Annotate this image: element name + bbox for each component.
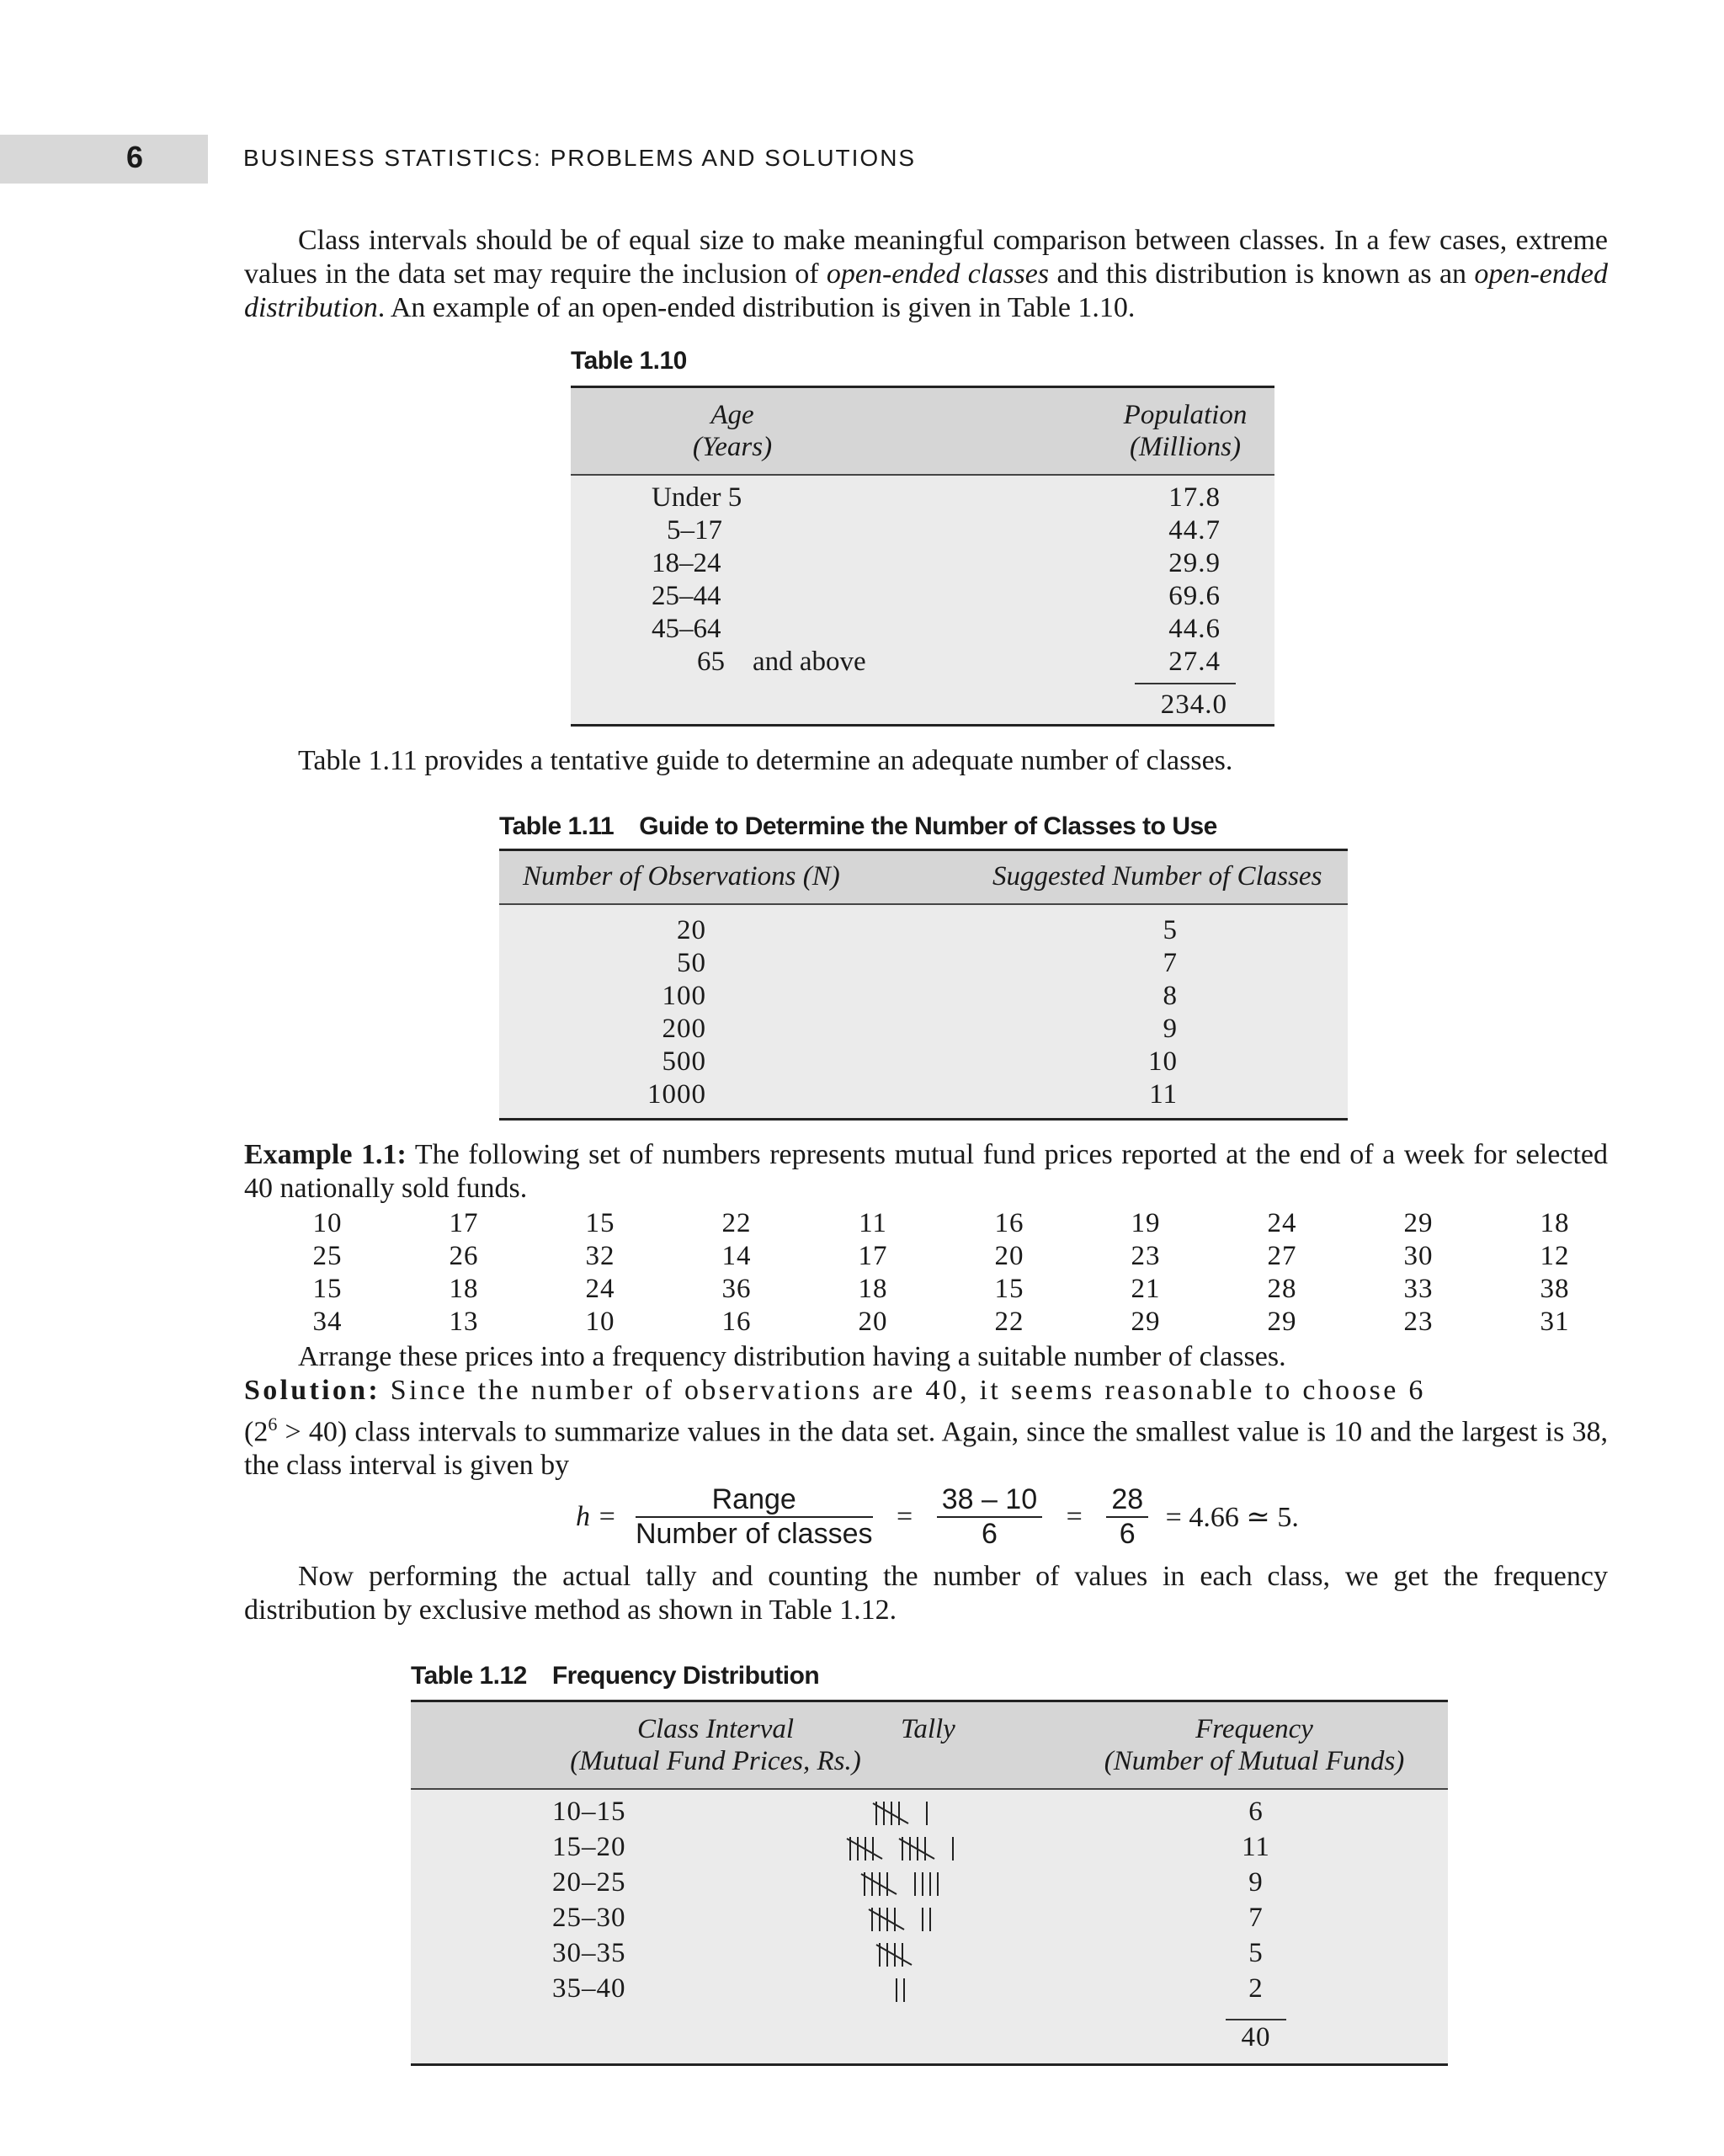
formula-den3: 6 [1119, 1518, 1136, 1550]
t11-col-n: Number of Observations (N) [523, 861, 840, 892]
tally-sentence [244, 1560, 1608, 1627]
dataset-cell: 23 [1403, 1307, 1434, 1337]
dataset-cell: 29 [1131, 1307, 1161, 1337]
dataset-cell: 15 [585, 1208, 615, 1238]
dataset-cell: 11 [859, 1208, 887, 1238]
t10-row-age: 25–44 [652, 581, 721, 611]
tally-marks [891, 1975, 910, 2005]
dataset-cell: 16 [994, 1208, 1024, 1238]
dataset-cell: 24 [1267, 1208, 1297, 1238]
dataset-cell: 29 [1267, 1307, 1297, 1337]
t10-row-age: 65 [697, 647, 725, 677]
intro-em-open-ended-classes: open-ended classes [826, 258, 1050, 290]
t12-row-freq: 2 [1248, 1973, 1264, 2004]
task-sentence [244, 1340, 1608, 1374]
dataset-cell: 18 [858, 1274, 888, 1304]
example-text: The following set of numbers represents mutual fund prices reported at the end of a week for selected 40 nationally sold funds. [244, 1139, 1608, 1204]
tally-marks [858, 1869, 944, 1899]
t12-col-freq-l1: Frequency [1195, 1714, 1313, 1744]
t11-row-n: 20 [677, 915, 706, 945]
guide-sentence [244, 744, 1608, 778]
dataset-cell: 25 [312, 1241, 343, 1271]
dataset-cell: 13 [449, 1307, 479, 1337]
t12-col-tally: Tally [901, 1714, 955, 1744]
table-1-12-caption [411, 1662, 844, 1690]
t10-row-pop: 69.6 [1168, 581, 1221, 611]
t11-row-n: 100 [662, 981, 706, 1011]
page-number: 6 [126, 140, 144, 174]
solution-sup: 6 [268, 1413, 278, 1435]
formula-frac-1 [636, 1483, 873, 1551]
tally-marks [865, 1904, 936, 1935]
t12-row-freq: 6 [1248, 1797, 1264, 1827]
dataset-row [259, 1273, 1623, 1306]
t12-row-interval: 20–25 [552, 1867, 626, 1898]
t12-total-rule [1226, 2019, 1286, 2020]
t12-row-interval: 10–15 [552, 1797, 626, 1827]
dataset-cell: 18 [1540, 1208, 1570, 1238]
t10-row-pop: 17.8 [1168, 482, 1221, 513]
formula-num1: Range [636, 1483, 873, 1518]
t12-total: 40 [1241, 2022, 1271, 2052]
solution-paragraph [244, 1374, 1608, 1483]
dataset-cell: 38 [1540, 1274, 1570, 1304]
dataset-cell: 17 [449, 1208, 479, 1238]
t10-row-pop: 44.7 [1168, 515, 1221, 546]
table-1-10-header [571, 388, 1274, 476]
formula-eq-2: = [1066, 1501, 1083, 1532]
solution-line1: Since the number of observations are 40, it seems reasonable to choose 6 [380, 1375, 1426, 1406]
t12-col-freq-l2: (Number of Mutual Funds) [1104, 1746, 1405, 1776]
tally-sentence-text: Now performing the actual tally and counting the number of values in each class, we get the frequency distribution by exclusive method as shown in Table 1.12. [244, 1561, 1608, 1626]
t12-row-interval: 30–35 [552, 1938, 626, 1968]
intro-paragraph [244, 224, 1608, 325]
dataset-cell: 15 [994, 1274, 1024, 1304]
t12-row-interval: 35–40 [552, 1973, 626, 2004]
header-tab [0, 135, 208, 184]
intro-text-3: . An example of an open-ended distribution is given in Table 1.10. [377, 292, 1136, 323]
t11-row-k: 7 [1163, 948, 1178, 978]
dataset-cell: 28 [1267, 1274, 1297, 1304]
intro-em-open-ended-distribution: open-ended distribution [244, 258, 1608, 323]
dataset-cell: 33 [1403, 1274, 1434, 1304]
t10-row-age-suffix: and above [753, 647, 866, 677]
dataset-cell: 36 [721, 1274, 752, 1304]
t10-col-age-l1: Age [710, 400, 754, 430]
t10-total-rule [1135, 683, 1236, 684]
t11-row-k: 8 [1163, 981, 1178, 1011]
formula-result: = 4.66 ≃ 5. [1165, 1502, 1299, 1533]
t11-row-k: 10 [1148, 1046, 1178, 1077]
dataset-cell: 14 [721, 1241, 752, 1271]
example-dataset [259, 1207, 1623, 1339]
t12-row-freq: 9 [1248, 1867, 1264, 1898]
class-interval-formula [576, 1483, 1299, 1551]
t10-row-age: 45–64 [652, 614, 721, 644]
dataset-cell: 30 [1403, 1241, 1434, 1271]
solution-line2b: > 40) class intervals to summarize values in the data set. Again, since the smallest value is 10 and the largest is 38, the class interval is given by [244, 1416, 1608, 1482]
dataset-cell: 22 [721, 1208, 752, 1238]
t11-row-k: 11 [1149, 1079, 1178, 1110]
table-1-10-caption: Table 1.10 [571, 347, 687, 375]
example-label: Example 1.1: [244, 1139, 407, 1170]
dataset-cell: 24 [585, 1274, 615, 1304]
t10-row-age: 18–24 [652, 548, 721, 578]
t11-row-k: 5 [1163, 915, 1178, 945]
guide-sentence-text: Table 1.11 provides a tentative guide to determine an adequate number of classes. [298, 745, 1233, 776]
t10-row-pop: 29.9 [1168, 548, 1221, 578]
t12-row-interval: 25–30 [552, 1903, 626, 1933]
t12-caption-title: Frequency Distribution [551, 1662, 820, 1690]
t11-caption-title: Guide to Determine the Number of Classes to Use [639, 812, 1217, 840]
dataset-cell: 32 [585, 1241, 615, 1271]
dataset-cell: 34 [312, 1307, 343, 1337]
dataset-cell: 10 [312, 1208, 343, 1238]
t12-row-freq: 5 [1248, 1938, 1264, 1968]
t10-row-age: Under 5 [652, 482, 742, 513]
dataset-cell: 18 [449, 1274, 479, 1304]
t11-row-k: 9 [1163, 1014, 1178, 1044]
t10-row-pop: 44.6 [1168, 614, 1221, 644]
dataset-cell: 16 [721, 1307, 752, 1337]
intro-text-1: Class intervals should be of equal size to make meaningful comparison between classes. In a few cases, extreme values in the data set may require the inclusion of [244, 225, 1608, 290]
t12-row-freq: 11 [1242, 1832, 1270, 1862]
formula-den1: Number of classes [635, 1518, 873, 1550]
t10-col-age-l2: (Years) [692, 432, 773, 462]
t10-col-pop-l1: Population [1123, 400, 1248, 430]
dataset-cell: 12 [1540, 1241, 1570, 1271]
table-1-12-header [411, 1702, 1448, 1790]
dataset-cell: 22 [994, 1307, 1024, 1337]
t11-row-n: 200 [662, 1014, 706, 1044]
dataset-row [259, 1240, 1623, 1273]
dataset-cell: 20 [994, 1241, 1024, 1271]
solution-label: Solution: [244, 1375, 380, 1406]
table-1-11-header [499, 851, 1348, 905]
table-1-10 [571, 386, 1274, 727]
t12-col-interval-l1: Class Interval [636, 1714, 795, 1744]
t10-row-age: 5–17 [667, 515, 722, 546]
dataset-cell: 31 [1540, 1307, 1570, 1337]
t11-caption-num: Table 1.11 [499, 812, 615, 840]
dataset-cell: 17 [858, 1241, 888, 1271]
t11-row-n: 500 [662, 1046, 706, 1077]
formula-eq-1: = [897, 1501, 913, 1532]
dataset-cell: 15 [312, 1274, 343, 1304]
table-1-11-caption [499, 812, 1242, 841]
t12-row-interval: 15–20 [552, 1832, 626, 1862]
t11-col-k: Suggested Number of Classes [992, 861, 1322, 892]
t12-row-freq: 7 [1248, 1903, 1264, 1933]
formula-frac-3 [1106, 1483, 1148, 1551]
task-text: Arrange these prices into a frequency distribution having a suitable number of classes. [298, 1341, 1286, 1372]
t12-caption-num: Table 1.12 [411, 1662, 527, 1690]
dataset-cell: 19 [1131, 1208, 1161, 1238]
dataset-cell: 23 [1131, 1241, 1161, 1271]
t10-total: 234.0 [1160, 689, 1227, 720]
formula-frac-2 [937, 1483, 1042, 1551]
dataset-row [259, 1306, 1623, 1339]
dataset-row [259, 1207, 1623, 1240]
formula-num3: 28 [1106, 1483, 1148, 1518]
formula-num2: 38 – 10 [937, 1483, 1042, 1518]
dataset-cell: 21 [1131, 1274, 1161, 1304]
solution-line2a: (2 [244, 1416, 269, 1448]
tally-marks [873, 1940, 929, 1970]
formula-den2: 6 [981, 1518, 998, 1550]
dataset-cell: 26 [449, 1241, 479, 1271]
tally-marks [870, 1798, 933, 1829]
t11-row-n: 50 [677, 948, 706, 978]
dataset-cell: 20 [858, 1307, 888, 1337]
dataset-body [259, 1207, 1623, 1339]
tally-marks [843, 1834, 959, 1864]
t12-col-interval-l2: (Mutual Fund Prices, Rs.) [570, 1746, 861, 1776]
intro-text-2: and this distribution is known as an [1049, 258, 1475, 290]
table-1-12 [411, 1700, 1448, 2066]
dataset-cell: 29 [1403, 1208, 1434, 1238]
dataset-cell: 10 [585, 1307, 615, 1337]
dataset-cell: 27 [1267, 1241, 1297, 1271]
t10-col-pop-l2: (Millions) [1130, 432, 1241, 462]
t11-row-n: 1000 [647, 1079, 706, 1110]
example-paragraph [244, 1138, 1608, 1206]
running-title: BUSINESS STATISTICS: PROBLEMS AND SOLUTIONS [243, 145, 917, 171]
t10-row-pop: 27.4 [1168, 647, 1221, 677]
formula-lhs: h = [576, 1501, 617, 1532]
table-1-11 [499, 849, 1348, 1121]
